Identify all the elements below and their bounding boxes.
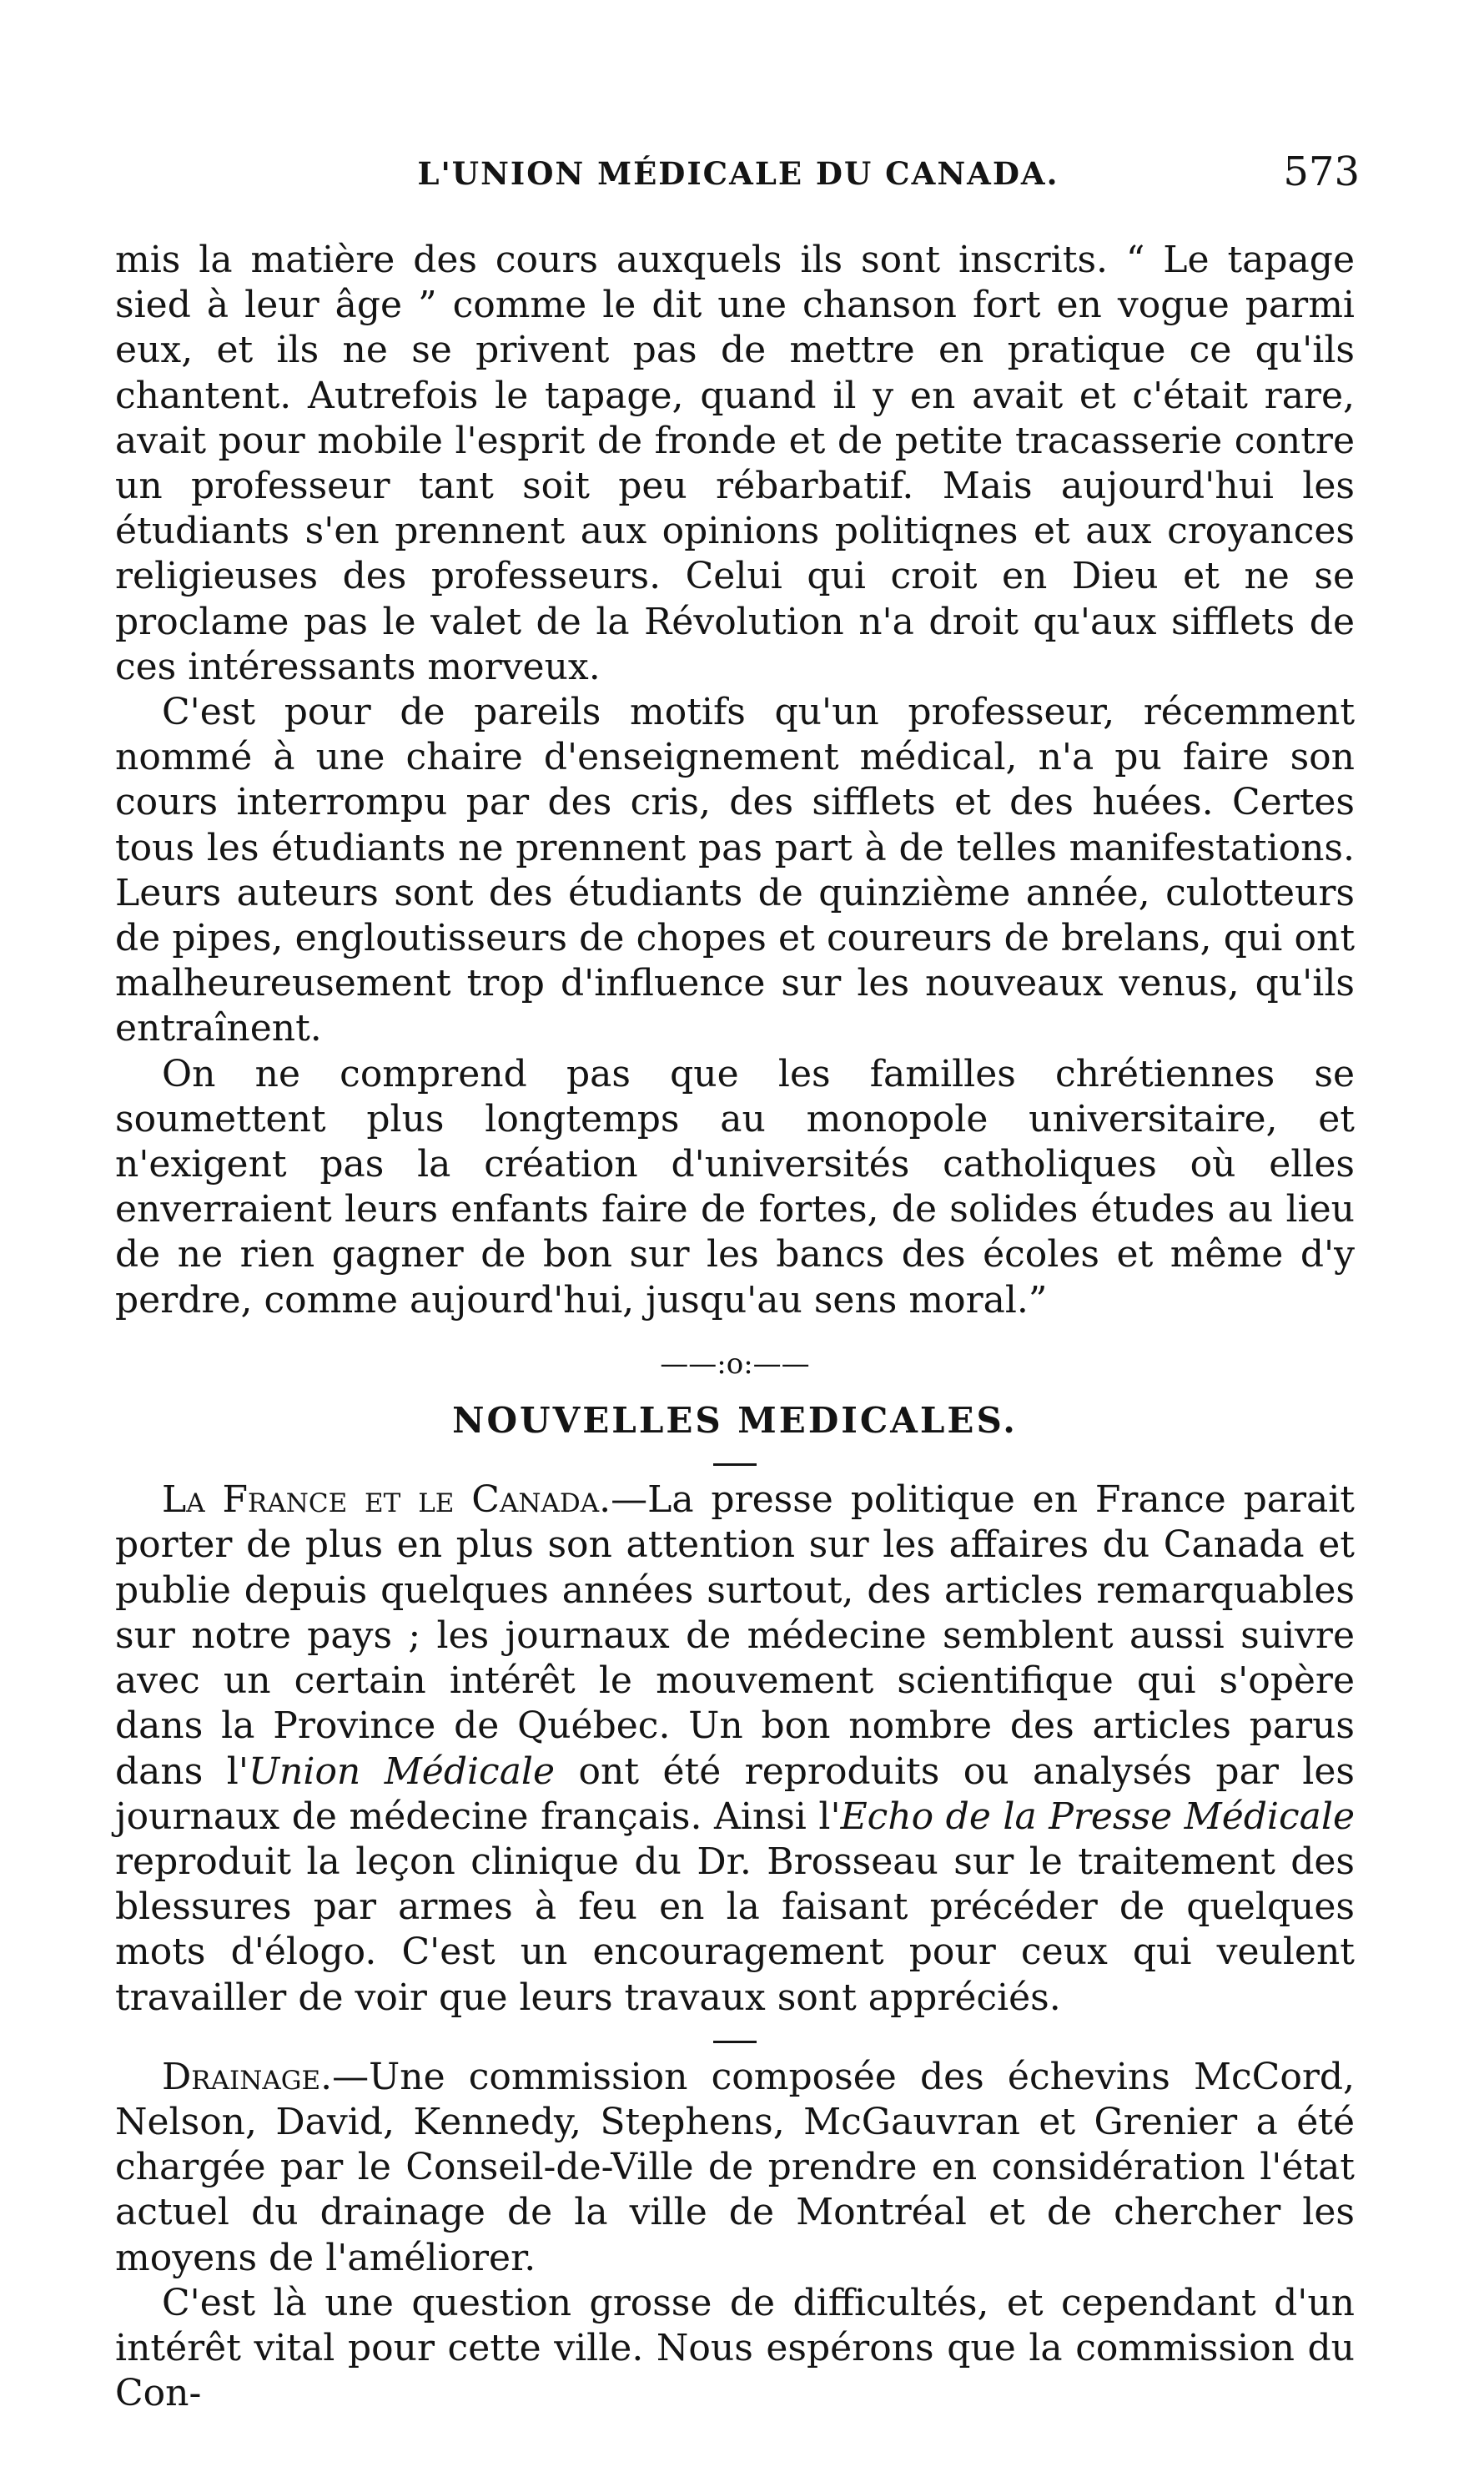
journal-title: L'UNION MÉDICALE DU CANADA. xyxy=(417,155,1059,192)
paragraph-catholic-universities: On ne comprend pas que les familles chrétiennes se soumettent plus longtemps au monopole universitaire, et n'exigent pas la création d'universités catholiques où elles enverraient leurs enfants faire de fortes, de solides études au lieu de ne rien gagner de bon sur les bancs des écoles et même d'y perdre, comme aujourd'hui, jusqu'au sens moral.” xyxy=(115,1052,1355,1322)
journal-name-italic: Echo de la Presse Médicale xyxy=(840,1795,1355,1838)
news-item-text: Une commission composée des échevins McCord, Nelson, David, Kennedy, Stephens, McGauvran et Grenier a été chargée par le Conseil-de-Ville de prendre en considération l'état actuel du drainage de la ville de Montréal et de chercher les moyens de l'améliorer. xyxy=(115,2055,1355,2279)
heading-dash: — xyxy=(611,1478,648,1522)
news-item-text: La presse politique en France parait porter de plus en plus son attention sur les affaires du Canada et publie depuis quelques années surtout, des articles remarquables sur notre pays ; les journaux de médecine semblent aussi suivre avec un certain intérêt le mouvement scientifique qui s'opère dans la Province de Québec. Un bon nombre des articles parus dans l' xyxy=(115,1478,1355,1793)
title-rule xyxy=(713,1463,757,1466)
section-title: NOUVELLES MEDICALES. xyxy=(452,1400,1018,1442)
news-item-heading: Drainage. xyxy=(162,2055,333,2098)
news-item-drainage xyxy=(115,2055,1355,2281)
paragraph-drainage-question: C'est là une question grosse de difficultés, et cependant d'un intérêt vital pour cette ville. Nous espérons que la commission du Con- xyxy=(115,2281,1355,2415)
paragraph-professor-interrupted: C'est pour de pareils motifs qu'un professeur, récemment nommé à une chaire d'enseignement médical, n'a pu faire son cours interrompu par des cris, des sifflets et des huées. Certes tous les étudiants ne prennent pas part à de telles manifestations. Leurs auteurs sont des étudiants de quinzième année, culotteurs de pipes, engloutisseurs de chopes et coureurs de brelans, qui ont malheureusement trop d'influence sur les nouveaux venus, qu'ils entraînent. xyxy=(115,691,1355,1050)
news-item-text: reproduit la leçon clinique du Dr. Brosseau sur le traitement des blessures par armes à feu en la faisant précéder de quelques mots d'élogo. C'est un encouragement pour ceux qui veulent travailler de voir que leurs travaux sont appréciés. xyxy=(115,1840,1355,2019)
page-body xyxy=(115,238,1355,2416)
section-ornament: ——:o:—— xyxy=(660,1347,810,1381)
news-item-text: ont été reproduits ou analysés par les journaux de médecine français. Ainsi l' xyxy=(115,1750,1355,1838)
journal-name-italic: Union Médicale xyxy=(248,1750,556,1793)
page-number: 573 xyxy=(1283,149,1360,195)
running-header xyxy=(117,149,1360,199)
heading-dash: — xyxy=(332,2055,370,2098)
item-separator-rule xyxy=(713,2041,757,2043)
news-item-france-canada xyxy=(115,1478,1355,2020)
paragraph-continued: mis la matière des cours auxquels ils sont inscrits. “ Le tapage sied à leur âge ” comme le dit une chanson fort en vogue parmi eux, et ils ne se privent pas de mettre en pratique ce qu'ils chantent. Autrefois le tapage, quand il y en avait et c'était rare, avait pour mobile l'esprit de fronde et de petite tracasserie contre un professeur tant soit peu rébarbatif. Mais aujourd'hui les étudiants s'en prennent aux opinions politiqnes et aux croyances religieuses des professeurs. Celui qui croit en Dieu et ne se proclame pas le valet de la Révolution n'a droit qu'aux sifflets de ces intéressants morveux. xyxy=(115,239,1355,688)
news-item-heading: La France et le Canada. xyxy=(162,1478,611,1522)
